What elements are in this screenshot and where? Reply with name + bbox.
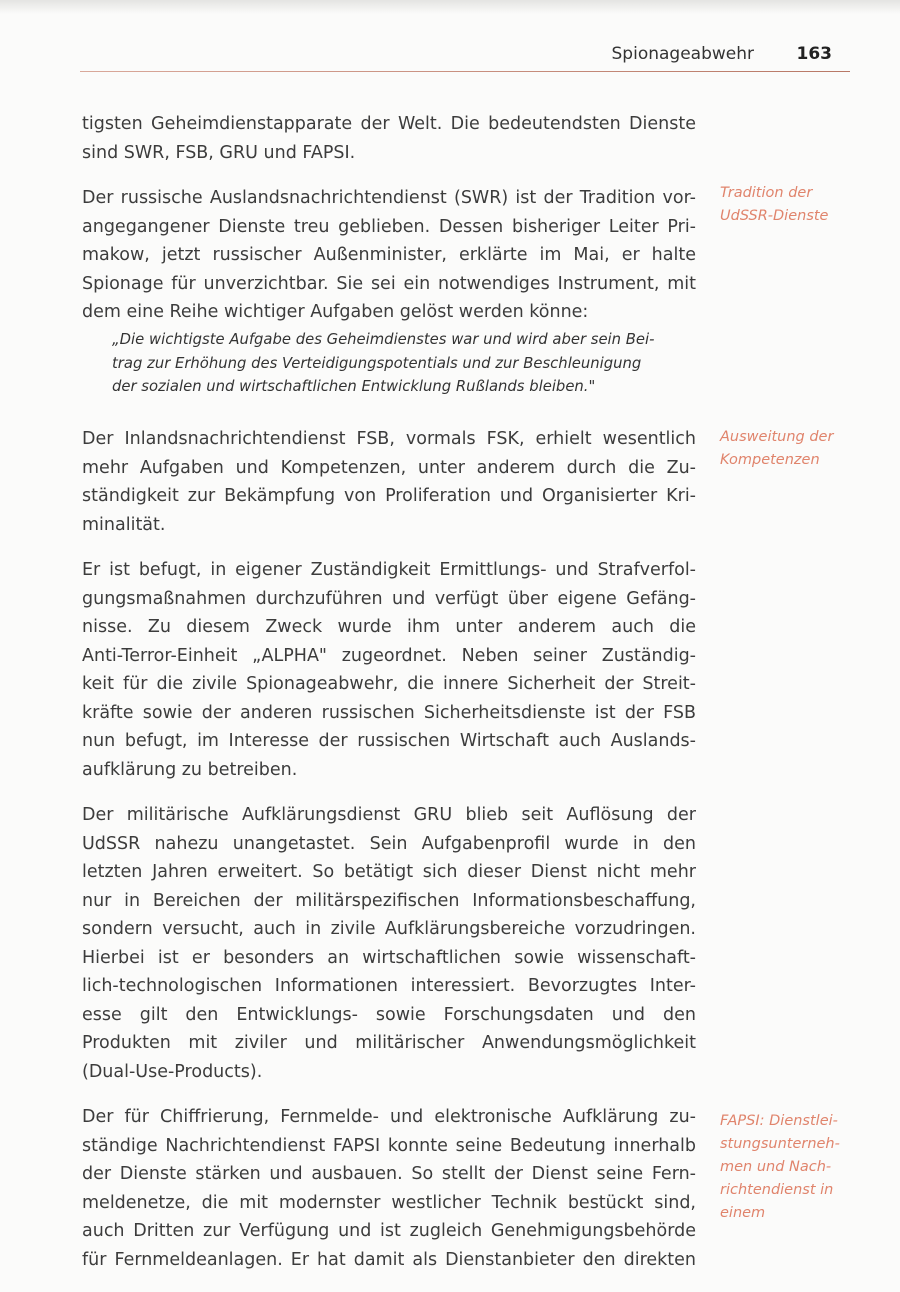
text-line: UdSSR nahezu unangetastet. Sein Aufgabenprofil wurde in den [82, 833, 696, 854]
text-line: Der russische Auslandsnachrichtendienst (SWR) ist der Tradition vor- [82, 188, 696, 208]
page-number: 163 [796, 44, 832, 64]
main-text-column [82, 110, 696, 344]
text-line: letzten Jahren erweitert. So betätigt sich dieser Dienst nicht mehr [82, 862, 696, 882]
text-line: makow, jetzt russischer Außenminister, erklärte im Mai, er halte [82, 245, 696, 265]
text-line: Der für Chiffrierung, Fernmelde- und elektronische Aufklärung zu- [82, 1107, 696, 1127]
text-line: auch Dritten zur Verfügung und ist zugleich Genehmigungsbehörde [82, 1221, 696, 1241]
text-line: (Dual-Use-Products). [82, 1061, 263, 1082]
margin-note-line: richtendienst in [720, 1182, 834, 1198]
text-line: mehr Aufgaben und Kompetenzen, unter anderem durch die Zu- [82, 457, 696, 478]
quote-line: trag zur Erhöhung des Verteidigungspotentials und zur Beschleunigung [112, 354, 642, 372]
text-line: nun befugt, im Interesse der russischen Wirtschaft auch Auslands- [82, 731, 696, 751]
running-header [80, 44, 832, 72]
text-line: Er ist befugt, in eigener Zuständigkeit Ermittlungs- und Strafverfol- [82, 560, 696, 580]
paragraph-fapsi [82, 1103, 696, 1274]
text-line: keit für die zivile Spionageabwehr, die innere Sicherheit der Streit- [82, 674, 696, 694]
running-title: Spionageabwehr [611, 44, 754, 64]
text-line: nisse. Zu diesem Zweck wurde ihm unter anderem auch die [82, 617, 696, 637]
margin-note-line: stungsunterneh- [720, 1136, 840, 1152]
margin-note-line: Kompetenzen [720, 452, 820, 468]
paragraph-fsb-powers [82, 556, 696, 784]
paragraph-intro [82, 110, 696, 167]
text-line: dem eine Reihe wichtiger Aufgaben gelöst werden könne: [82, 302, 589, 322]
text-line: ständigkeit zur Bekämpfung von Proliferation und Organisierter Kri- [82, 486, 696, 506]
text-line: lich-technologischen Informationen interessiert. Bevorzugtes Inter- [82, 976, 696, 996]
text-line: Der militärische Aufklärungsdienst GRU blieb seit Auflösung der [82, 805, 696, 825]
text-line: Spionage für unverzichtbar. Sie sei ein notwendiges Instrument, mit [82, 273, 696, 294]
margin-note-line: Ausweitung der [720, 429, 834, 445]
text-line: sind SWR, FSB, GRU und FAPSI. [82, 142, 356, 163]
page-top-shadow [0, 0, 900, 14]
text-line: sondern versucht, auch in zivile Aufklärungsbereiche vorzudringen. [82, 919, 696, 939]
block-quote [112, 328, 692, 399]
header-rule [80, 71, 850, 72]
margin-note-line: UdSSR-Dienste [720, 208, 829, 224]
text-line: Produkten mit ziviler und militärischer Anwendungsmöglichkeit [82, 1033, 696, 1053]
paragraph-gru [82, 801, 696, 1086]
margin-note-fapsi [720, 1110, 860, 1225]
text-line: Der Inlandsnachrichtendienst FSB, vormals FSK, erhielt wesentlich [82, 429, 696, 449]
margin-note-line: Tradition der [720, 185, 813, 201]
quote-line: der sozialen und wirtschaftlichen Entwicklung Rußlands bleiben." [112, 378, 596, 395]
margin-note-line: men und Nach- [720, 1159, 832, 1175]
text-line: esse gilt den Entwicklungs- sowie Forschungsdaten und den [82, 1004, 696, 1025]
text-line: Anti-Terror-Einheit „ALPHA" zugeordnet. Neben seiner Zuständig- [82, 645, 696, 666]
text-line: angegangener Dienste treu geblieben. Dessen bisheriger Leiter Pri- [82, 216, 696, 237]
text-line: für Fernmeldeanlagen. Er hat damit als Dienstanbieter den direkten [82, 1249, 696, 1270]
text-line: ständige Nachrichtendienst FAPSI konnte seine Bedeutung innerhalb [82, 1135, 696, 1156]
main-text-column-lower [82, 425, 696, 1291]
text-line: Hierbei ist er besonders an wirtschaftlichen sowie wissenschaft- [82, 947, 696, 968]
paragraph-fsb [82, 425, 696, 539]
text-line: der Dienste stärken und ausbauen. So stellt der Dienst seine Fern- [82, 1164, 696, 1184]
text-line: aufklärung zu betreiben. [82, 759, 298, 780]
margin-note-tradition [720, 182, 860, 228]
text-line: nur in Bereichen der militärspezifischen Informationsbeschaffung, [82, 890, 696, 911]
text-line: kräfte sowie der anderen russischen Sicherheitsdienste ist der FSB [82, 702, 696, 723]
margin-note-line: FAPSI: Dienstlei- [720, 1113, 838, 1129]
text-line: meldenetze, die mit modernster westlicher Technik bestückt sind, [82, 1192, 696, 1213]
text-line: minalität. [82, 514, 166, 535]
quote-line: „Die wichtigste Aufgabe des Geheimdienstes war und wird aber sein Bei- [112, 331, 655, 348]
margin-note-line: einem [720, 1205, 766, 1221]
text-line: gungsmaßnahmen durchzuführen und verfügt über eigene Gefäng- [82, 588, 696, 609]
text-line: tigsten Geheimdienstapparate der Welt. Die bedeutendsten Dienste [82, 114, 696, 134]
paragraph-swr [82, 184, 696, 327]
margin-note-kompetenzen [720, 426, 860, 472]
